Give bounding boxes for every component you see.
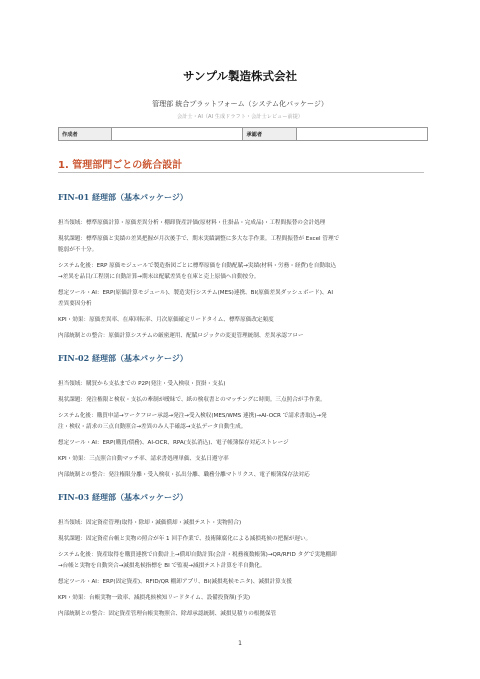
- fin01-tools: 想定ツール・AI：ERP(原価計算モジュール)、製造実行システム(MES)連携、BI(原価差異ダッシュボード)、AI: [58, 290, 333, 296]
- author-label: 作成者: [59, 128, 112, 141]
- fin02-after: システム化後：購買申請→ワークフロー承認→発注→受入検収(MES/WMS 連携)→AI-OCR で請求書取込→発: [58, 413, 327, 419]
- section-divider: [58, 172, 424, 173]
- author-value: [112, 128, 243, 141]
- fin03-tools: 想定ツール・AI：ERP(固定資産)、RFID/QR 棚卸アプリ、BI(減損兆候モニタ)、減損計算支援: [58, 579, 292, 585]
- fin02-kpi: KPI・効果：三点照合自動マッチ率、請求書処理単価、支払日遵守率: [58, 456, 229, 462]
- fin01-issue: 現状課題：標準原価と実績の差異把握が月次後手で、期末実績調整に多大な手作業。工程間振替が Excel 管理で: [58, 236, 340, 242]
- fin01-kpi: KPI・効果：原価差異率、在庫回転率、月次原価確定リードタイム、標準原価改定頻度: [58, 317, 274, 323]
- fin01-scope: 担当領域：標準原価計算・原価差異分析・棚卸資産評価(原材料・仕掛品・完成品)・工程間振替の会計処理: [58, 220, 326, 226]
- fin02-issue: 現状課題：発注権限と検収・支払の牽制が曖昧で、紙の検収書とのマッチングに時間。三点照合が手作業。: [58, 397, 326, 403]
- fin03-issue: 現状課題：固定資産台帳と実物の照合が年 1 回手作業で、技術陳腐化による減損兆候の把握が遅い。: [58, 536, 312, 542]
- approver-label: 承認者: [243, 128, 296, 141]
- fin03-control: 内部統制との整合：固定資産管理台帳実物照合、除却承認統制、減損見積りの根拠保管: [58, 611, 277, 617]
- fin03-kpi: KPI・効果：台帳実物一致率、減損兆候検知リードタイム、設備投資額(予実): [58, 595, 251, 601]
- fin02-after-cont: 注・検収・請求の三点自動照合→差異のみ人手確認→支払データ自動生成。: [58, 424, 247, 430]
- fin01-tools-cont: 差異要因分析: [58, 301, 92, 307]
- fin03-scope: 担当領域：固定資産管理(取得・除却・減価償却・減損テスト・実物照合): [58, 520, 242, 526]
- fin01-heading: FIN-01 経理部（基本パッケージ）: [58, 192, 188, 202]
- fin02-tools: 想定ツール・AI：ERP(購買/債務)、AI-OCR、RPA(支払消込)、電子帳簿保存対応ストレージ: [58, 440, 289, 446]
- fin03-heading: FIN-03 経理部（基本パッケージ）: [58, 492, 188, 502]
- company-title: サンプル製造株式会社: [183, 69, 297, 83]
- fin01-after: システム化後：ERP 原価モジュールで製造指図ごとに標準原価を自動配賦→実績(材料・労務・経費)を自動取込: [58, 263, 337, 269]
- fin01-control: 内部統制との整合：原価計算システムの厳密運用、配賦ロジックの変更管理統制、差異承認フロー: [58, 333, 304, 339]
- approver-value: [296, 128, 427, 141]
- fin01-issue-cont: 脆弱が不十分。: [58, 247, 98, 253]
- fin03-after-cont: →台帳と実物を自動突合→減損兆候指標を BI で監視→減損テスト計算を半自動化。: [58, 563, 266, 569]
- fin03-after: システム化後：資産取得を購買連携で自動計上→償却自動計算(会計・税務複数帳簿)→QR/RFID タグで実地棚卸: [58, 552, 337, 558]
- fin01-after-cont: →差異を品目/工程別に自動計算→期末は配賦差異を在庫と売上原価へ自動按分。: [58, 274, 260, 280]
- fin02-heading: FIN-02 経理部（基本パッケージ）: [58, 353, 188, 363]
- draft-note: 会計士・AI（AI 生成ドラフト・会計士レビュー前提）: [177, 114, 303, 120]
- fin02-control: 内部統制との整合：発注権限分離・受入検収・払出分離、職務分離マトリクス、電子帳簿保存法対応: [58, 472, 310, 478]
- section-heading: 1. 管理部門ごとの統合設計: [58, 160, 183, 171]
- fin02-scope: 担当領域：購買から支払までの P2P(発注・受入検収・買掛・支払): [58, 381, 226, 387]
- document-subtitle: 管理部 統合プラットフォーム（システム化パッケージ）: [152, 100, 328, 108]
- page-number: 1: [238, 640, 242, 647]
- author-approver-table: [58, 127, 428, 141]
